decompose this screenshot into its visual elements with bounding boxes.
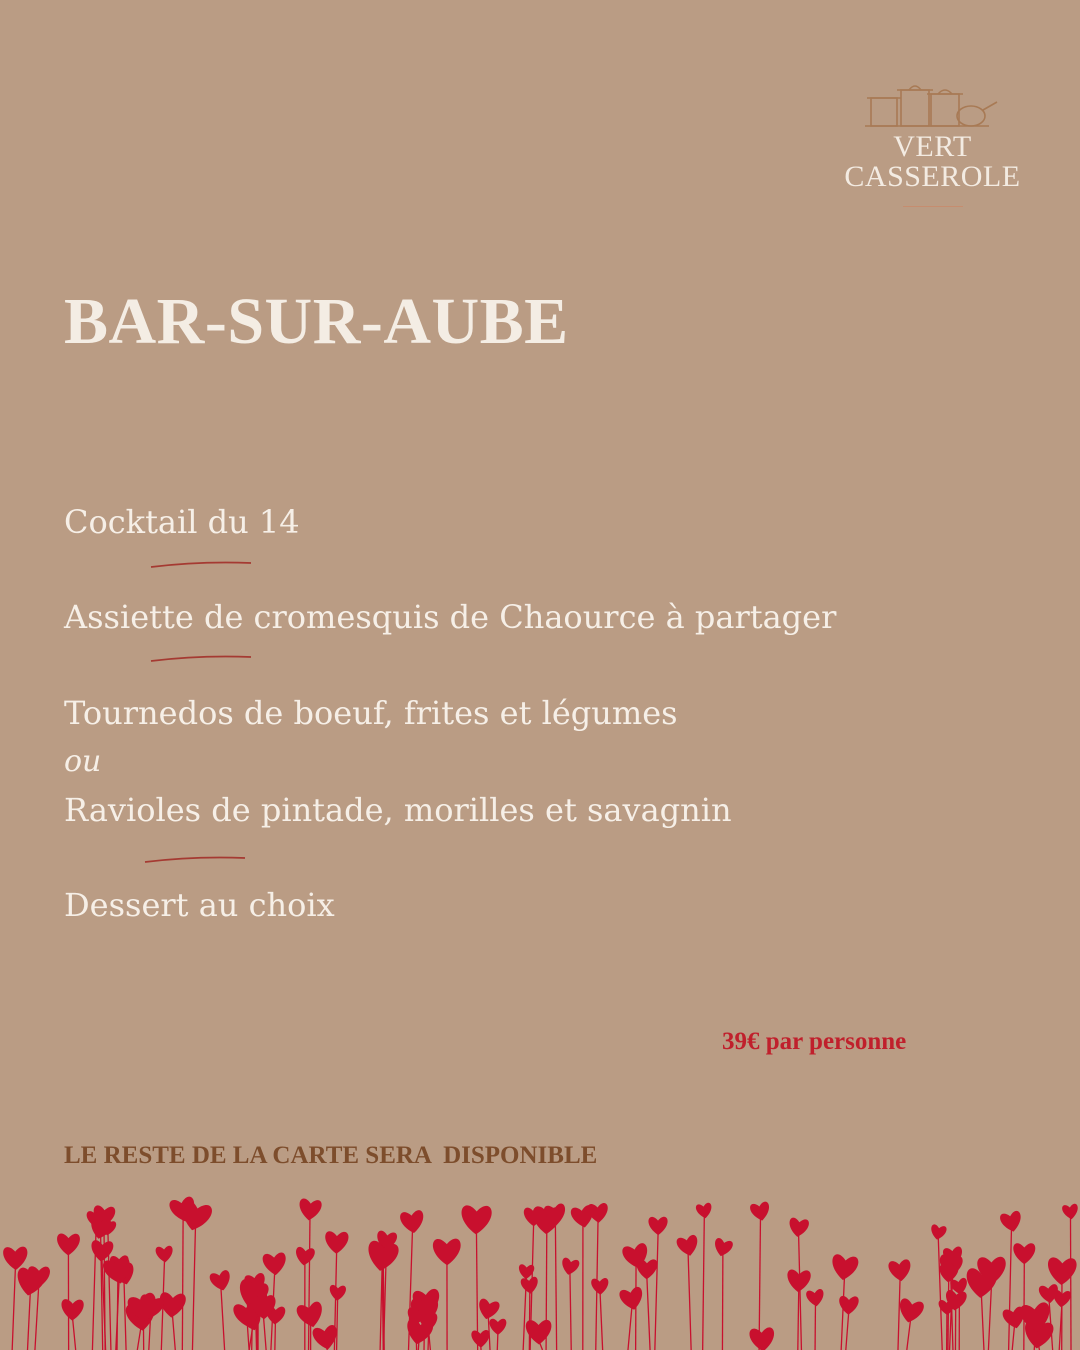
heart-icon <box>298 1198 322 1222</box>
heart-icon <box>155 1245 173 1263</box>
heart-stem <box>570 1272 571 1350</box>
heart-stem <box>1012 1325 1014 1350</box>
heart-icon <box>329 1285 346 1302</box>
heart-icon <box>520 1276 539 1294</box>
heart-stem <box>907 1319 911 1350</box>
heart-icon <box>897 1298 925 1325</box>
heart-stem <box>1070 1217 1071 1350</box>
heart-stem <box>1009 1229 1012 1350</box>
brand-name-line-1: VERT <box>893 130 972 163</box>
heart-stem <box>192 1226 195 1350</box>
heart-stem <box>981 1293 984 1350</box>
heart-icon <box>888 1259 912 1283</box>
heart-stem <box>337 1298 338 1350</box>
heart-stem <box>846 1312 849 1350</box>
heart-stem <box>72 1317 75 1350</box>
heart-icon <box>929 1224 947 1241</box>
heart-icon <box>749 1201 771 1223</box>
menu-title: BAR-SUR-AUBE <box>64 285 569 358</box>
heart-icon <box>325 1231 349 1254</box>
heart-icon <box>296 1301 326 1330</box>
heart-icon <box>749 1327 776 1350</box>
heart-stem <box>221 1288 225 1350</box>
heart-stem <box>275 1322 276 1350</box>
heart-icon <box>570 1204 596 1229</box>
cooking-pots-icon <box>865 80 1000 132</box>
heart-stem <box>256 1316 257 1350</box>
heart-stem <box>703 1216 705 1350</box>
heart-icon <box>830 1254 859 1282</box>
heart-stem <box>247 1323 249 1350</box>
heart-icon <box>591 1278 609 1295</box>
heart-icon <box>61 1299 84 1321</box>
menu-notice: LE RESTE DE LA CARTE SERA DISPONIBLE <box>64 1142 598 1169</box>
heart-icon <box>999 1210 1023 1234</box>
heart-icon <box>839 1296 859 1315</box>
heart-icon <box>262 1252 287 1276</box>
heart-stem <box>938 1237 942 1350</box>
heart-icon <box>489 1319 506 1335</box>
heart-stem <box>182 1218 183 1350</box>
heart-icon <box>1062 1203 1080 1220</box>
heart-icon <box>619 1286 646 1312</box>
heart-icon <box>695 1202 713 1219</box>
heart-stem <box>688 1253 691 1350</box>
heart-icon <box>3 1247 28 1271</box>
heart-stem <box>600 1292 603 1350</box>
heart-icon <box>209 1269 233 1293</box>
heart-icon <box>471 1330 490 1348</box>
heart-icon <box>57 1233 80 1255</box>
heart-stem <box>12 1266 15 1350</box>
heart-stem <box>948 1279 949 1350</box>
course-main-option-2: Ravioles de pintade, morilles et savagnin <box>64 791 732 829</box>
course-or-word: ou <box>64 744 102 779</box>
course-cocktail: Cocktail du 14 <box>64 503 300 541</box>
heart-stem <box>555 1221 556 1350</box>
heart-stem <box>309 1217 310 1350</box>
heart-icon <box>560 1257 580 1277</box>
heart-stem <box>841 1276 844 1350</box>
heart-stem <box>172 1314 175 1350</box>
heart-stem <box>28 1291 31 1350</box>
heart-stem <box>798 1289 799 1350</box>
heart-stem <box>35 1284 39 1350</box>
heart-icon <box>788 1217 810 1238</box>
heart-stem <box>263 1315 266 1350</box>
brand-logo <box>835 80 1030 207</box>
heart-icon <box>399 1210 425 1235</box>
heart-stem <box>137 1326 141 1350</box>
course-divider <box>150 654 252 664</box>
heart-stem <box>759 1218 760 1350</box>
course-dessert: Dessert au choix <box>64 886 335 924</box>
heart-stem <box>117 1280 118 1350</box>
heart-stem <box>382 1266 383 1350</box>
heart-icon <box>476 1298 500 1322</box>
heart-icon <box>648 1217 667 1236</box>
heart-icon <box>461 1205 492 1235</box>
heart-flowers-decoration <box>0 1190 1080 1350</box>
heart-icon <box>786 1269 811 1293</box>
heart-icon <box>1013 1243 1035 1264</box>
heart-icon <box>1047 1257 1077 1286</box>
heart-stem <box>628 1306 632 1350</box>
course-divider <box>144 855 246 865</box>
heart-icon <box>806 1289 826 1308</box>
heart-icon <box>294 1246 315 1266</box>
course-shared-plate: Assiette de cromesquis de Chaource à partager <box>64 598 837 636</box>
brand-name-line-2: CASSEROLE <box>844 160 1021 193</box>
heart-stem <box>416 1322 417 1350</box>
heart-stem <box>898 1278 900 1350</box>
heart-icon <box>712 1237 734 1258</box>
heart-stem <box>497 1332 498 1350</box>
heart-stem <box>655 1232 658 1350</box>
heart-icon <box>312 1324 340 1350</box>
course-main-option-1: Tournedos de boeuf, frites et légumes <box>64 694 678 732</box>
heart-icon <box>676 1234 701 1258</box>
course-divider <box>150 560 252 570</box>
heart-icon <box>433 1238 461 1265</box>
heart-stem <box>647 1276 650 1350</box>
heart-stem <box>124 1281 126 1350</box>
price-label: 39€ par personne <box>722 1028 907 1055</box>
logo-underline <box>903 206 963 207</box>
